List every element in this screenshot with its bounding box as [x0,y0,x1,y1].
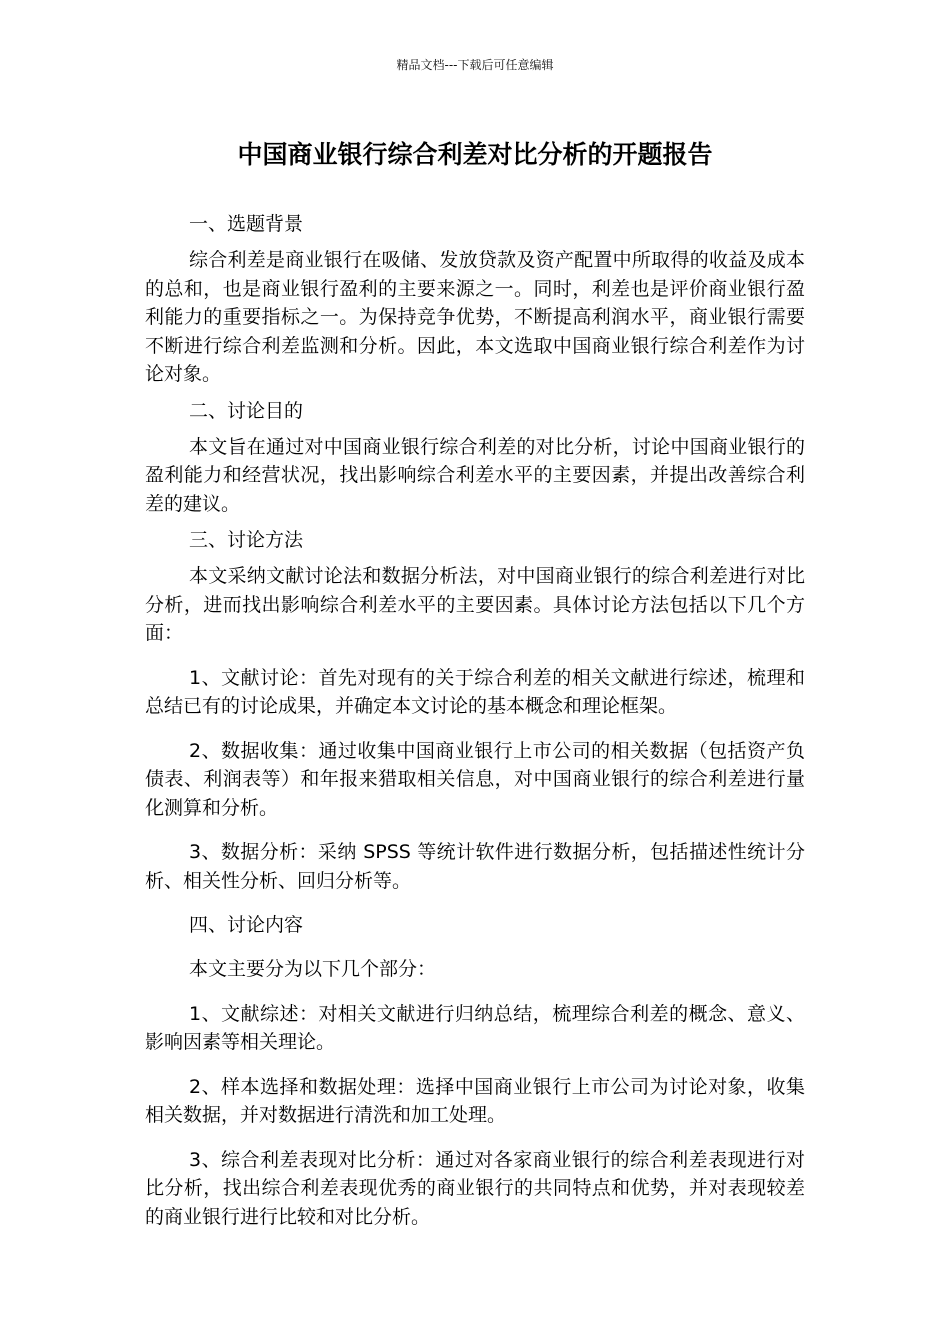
section-heading-method: 三、讨论方法 [189,529,304,551]
list-item-content-1: 1、文献综述：对相关文献进行归纳总结，梳理综合利差的概念、意义、影响因素等相关理论。 [145,1002,805,1053]
section-heading-background: 一、选题背景 [189,213,304,235]
document-body [145,210,805,1239]
list-item-method-2: 2、数据收集：通过收集中国商业银行上市公司的相关数据（包括资产负债表、利润表等）和年报来猎取相关信息，对中国商业银行的综合利差进行量化测算和分析。 [145,739,805,819]
paragraph-content-intro: 本文主要分为以下几个部分： [189,958,437,980]
section-heading-purpose: 二、讨论目的 [189,399,304,422]
paragraph-method-intro: 本文采纳文献讨论法和数据分析法，对中国商业银行的综合利差进行对比分析，进而找出影响综合利差水平的主要因素。具体讨论方法包括以下几个方面： [145,565,805,644]
list-item-content-2: 2、样本选择和数据处理：选择中国商业银行上市公司为讨论对象，收集相关数据，并对数据进行清洗和加工处理。 [145,1075,805,1126]
list-item-content-3: 3、综合利差表现对比分析：通过对各家商业银行的综合利差表现进行对比分析，找出综合利差表现优秀的商业银行的共同特点和优势，并对表现较差的商业银行进行比较和对比分析。 [145,1148,805,1228]
list-item-method-1: 1、文献讨论：首先对现有的关于综合利差的相关文献进行综述，梳理和总结已有的讨论成果，并确定本文讨论的基本概念和理论框架。 [145,666,805,717]
document-title: 中国商业银行综合利差对比分析的开题报告 [237,140,713,169]
paragraph-purpose: 本文旨在通过对中国商业银行综合利差的对比分析，讨论中国商业银行的盈利能力和经营状况，找出影响综合利差水平的主要因素，并提出改善综合利差的建议。 [145,435,805,515]
header-note: 精品文档---下载后可任意编辑 [396,58,554,72]
section-heading-content: 四、讨论内容 [189,914,304,936]
list-item-method-3: 3、数据分析：采纳 SPSS 等统计软件进行数据分析，包括描述性统计分析、相关性分析、回归分析等。 [145,841,805,892]
paragraph-background: 综合利差是商业银行在吸储、发放贷款及资产配置中所取得的收益及成本的总和，也是商业银行盈利的主要来源之一。同时，利差也是评价商业银行盈利能力的重要指标之一。为保持竞争优势，不断提高利润水平，商业银行需要不断进行综合利差监测和分析。因此，本文选取中国商业银行综合利差作为讨论对象。 [145,249,805,385]
